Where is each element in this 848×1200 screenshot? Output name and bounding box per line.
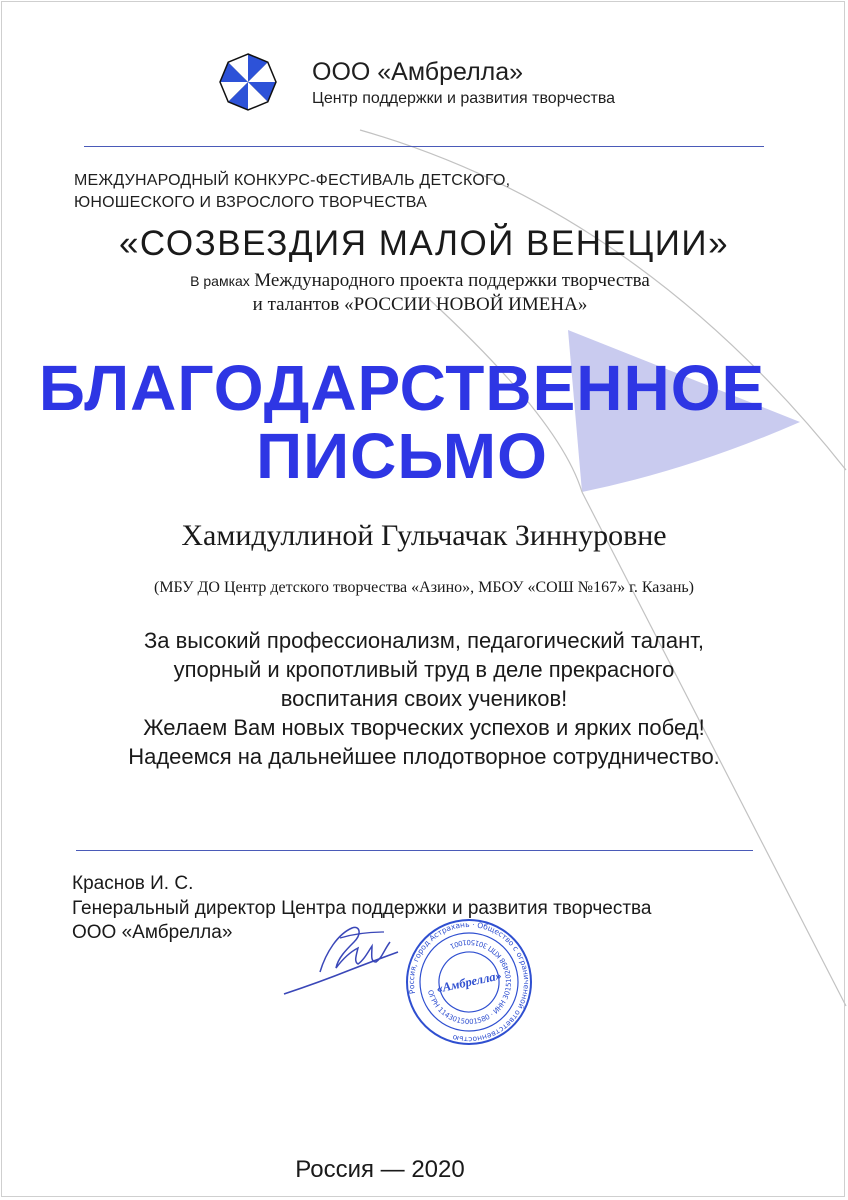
stamp-inner-text: ОГРН 1143015001580 · ИНН 3015102498 КПП 301501001	[425, 937, 514, 1027]
umbrella-logo-icon	[216, 50, 280, 114]
contest-name: «СОЗВЕЗДИЯ МАЛОЙ ВЕНЕЦИИ»	[118, 224, 730, 263]
gratitude-line: Желаем Вам новых творческих успехов и ярких побед!	[143, 715, 705, 740]
round-company-stamp	[386, 917, 552, 1047]
signatory-position: Генеральный директор Центра поддержки и развития творчества	[72, 898, 652, 919]
project-line-1	[140, 270, 700, 292]
stamp-ring-text: Россия, город Астрахань · Общество с ограниченной ответственностью	[406, 919, 532, 1045]
project-name-start: Международного проекта поддержки творчества	[254, 270, 650, 291]
signatory-company: ООО «Амбрелла»	[72, 922, 233, 943]
document-title-line-2: ПИСЬМО	[256, 420, 548, 492]
recipient-name: Хамидуллиной Гульчачак Зиннуровне	[181, 519, 667, 552]
recipient-organization: (МБУ ДО Центр детского творчества «Азино», МБОУ «СОШ №167» г. Казань)	[153, 579, 694, 596]
top-divider	[84, 146, 764, 147]
footer-place-year: Россия — 2020	[295, 1156, 465, 1183]
contest-heading-line-2: ЮНОШЕСКОГО И ВЗРОСЛОГО ТВОРЧЕСТВА	[74, 194, 428, 211]
project-prefix: В рамках	[190, 273, 250, 289]
company-name: ООО «Амбрелла»	[312, 58, 524, 86]
gratitude-line: За высокий профессионализм, педагогический талант,	[143, 628, 704, 653]
stamp-center-text: «Амбрелла»	[435, 968, 503, 996]
gratitude-line: воспитания своих учеников!	[280, 686, 568, 711]
signatory-name: Краснов И. С.	[72, 873, 194, 894]
contest-heading-line-1: МЕЖДУНАРОДНЫЙ КОНКУРС-ФЕСТИВАЛЬ ДЕТСКОГО,	[74, 172, 511, 189]
bottom-divider	[76, 850, 753, 851]
project-line-2: и талантов «РОССИИ НОВОЙ ИМЕНА»	[252, 294, 588, 315]
company-subtitle: Центр поддержки и развития творчества	[312, 90, 616, 107]
gratitude-line: упорный и кропотливый труд в деле прекрасного	[173, 657, 675, 682]
gratitude-line: Надеемся на дальнейшее плодотворное сотрудничество.	[128, 744, 720, 769]
document-title-line-1: БЛАГОДАРСТВЕННОЕ	[38, 352, 766, 424]
gratitude-text	[20, 626, 828, 771]
